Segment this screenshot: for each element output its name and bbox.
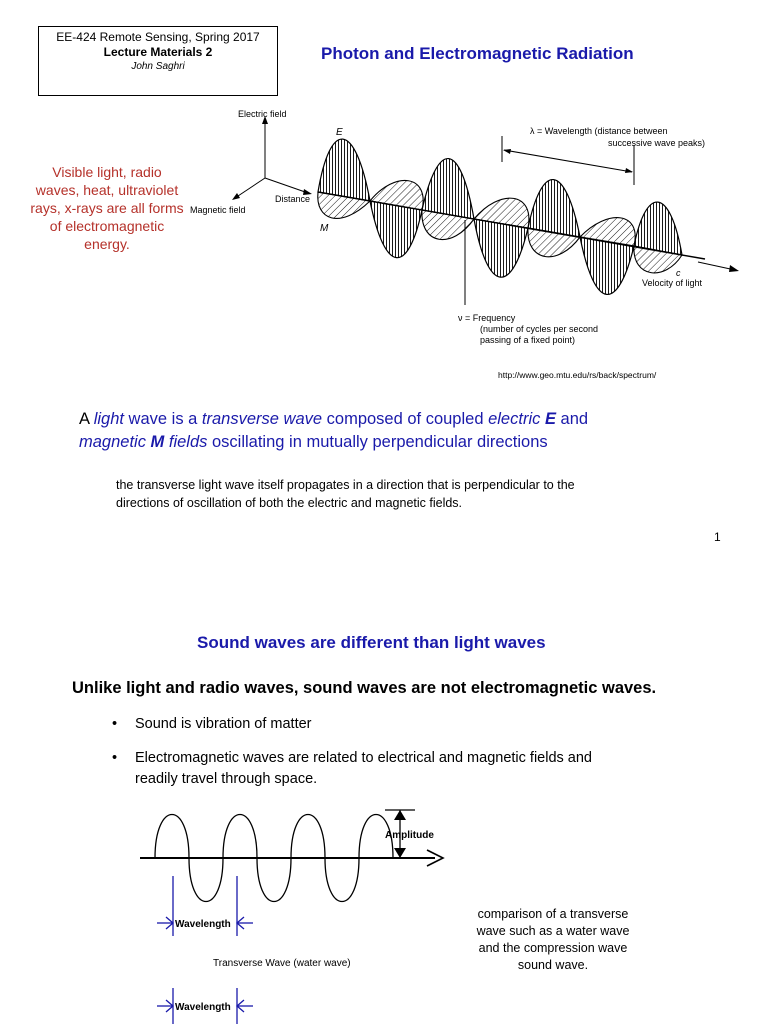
velocity-label: Velocity of light — [642, 278, 703, 288]
bullet-item-2-cont: readily travel through space. — [135, 771, 318, 787]
slide2-subtitle: Unlike light and radio waves, sound waves are not electromagnetic waves. — [72, 679, 657, 697]
wavelength-label-2: successive wave peaks) — [608, 138, 706, 148]
bullet-item-1: Sound is vibration of matter — [135, 716, 312, 732]
c-label: c — [676, 268, 681, 278]
page-number: 1 — [714, 530, 721, 544]
side-note: Visible light, radio waves, heat, ultraviolet rays, x-rays are all forms of electromagnetic energy. — [30, 164, 184, 252]
transverse-wave-diagram — [135, 800, 455, 1024]
arrow-left-icon — [232, 193, 240, 200]
magnetic-field-label: Magnetic field — [190, 205, 246, 215]
slide-title: Photon and Electromagnetic Radiation — [321, 44, 634, 63]
transverse-caption: Transverse Wave (water wave) — [213, 958, 351, 969]
detail-line-1: the transverse light wave itself propagates in a direction that is perpendicular to the — [116, 478, 575, 492]
lecture-header-box — [38, 26, 278, 96]
frequency-label-1: ν = Frequency — [458, 313, 516, 323]
bullet-dot: • — [112, 716, 118, 732]
bullet-dot: • — [112, 750, 118, 766]
wavelength-label: Wavelength — [175, 919, 231, 930]
wavelength-label-2: Wavelength — [175, 1002, 231, 1013]
e-label: E — [336, 127, 343, 138]
comparison-caption: comparison of a transverse wave such as a water wave and the compression wave sound wave. — [476, 907, 630, 972]
m-label: M — [320, 223, 329, 234]
em-wave-diagram — [190, 100, 750, 365]
bullet-item-2: Electromagnetic waves are related to electrical and magnetic fields and — [135, 750, 592, 766]
distance-label: Distance — [275, 194, 311, 204]
slide2-title: Sound waves are different than light waves — [197, 633, 546, 652]
author-name: John Saghri — [131, 61, 185, 72]
course-title: EE-424 Remote Sensing, Spring 2017 — [56, 30, 260, 44]
frequency-label-3: passing of a fixed point) — [480, 335, 576, 345]
frequency-label-2: (number of cycles per second — [480, 324, 599, 334]
electric-field-label: Electric field — [238, 109, 287, 119]
velocity-arrow-icon — [729, 265, 739, 272]
lecture-title: Lecture Materials 2 — [103, 45, 213, 59]
light-wave-statement: A light wave is a transverse wave composed of coupled electric E and magnetic M fields oscillating in mutually perpendicular directions — [79, 410, 589, 451]
amplitude-arrow-up-icon — [394, 810, 406, 820]
amplitude-label: Amplitude — [385, 830, 434, 841]
wavelength-label-1: λ = Wavelength (distance between — [530, 126, 668, 136]
amplitude-arrow-down-icon — [394, 848, 406, 858]
detail-line-2: directions of oscillation of both the electric and magnetic fields. — [116, 496, 463, 510]
source-link[interactable]: http://www.geo.mtu.edu/rs/back/spectrum/ — [498, 370, 657, 380]
